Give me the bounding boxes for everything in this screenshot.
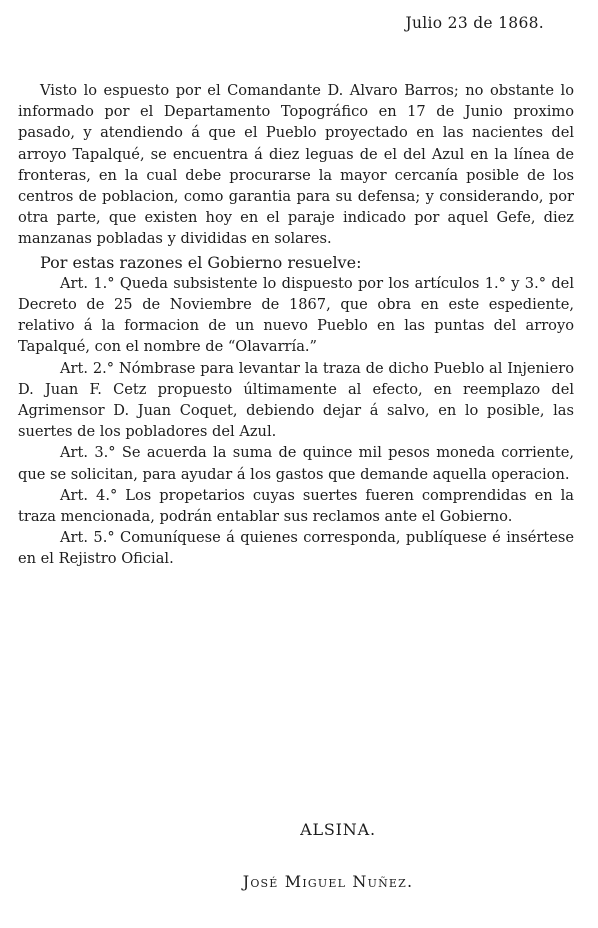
article-5 (18, 527, 574, 569)
article-4 (18, 485, 574, 527)
article-text: Los propetarios cuyas suertes fueren comprendidas en la traza mencionada, podrán entablar sus reclamos ante el Gobierno. (18, 486, 574, 526)
article-label: Art. 4.° (60, 486, 118, 504)
document-date: Julio 23 de 1868. (405, 14, 544, 32)
article-label: Art. 5.° (60, 529, 115, 547)
article-label: Art. 2.° (60, 359, 115, 377)
article-text: Se acuerda la suma de quince mil pesos moneda corriente, que se solicitan, para ayudar á los gastos que demande aquella operacion. (18, 444, 574, 483)
article-label: Art. 1.° (60, 274, 115, 292)
signature-alsina: ALSINA. (300, 820, 376, 839)
document-body (18, 80, 574, 570)
article-3 (18, 442, 574, 484)
article-1 (18, 273, 574, 358)
article-label: Art. 3.° (60, 444, 116, 462)
article-text: Nómbrase para levantar la traza de dicho Pueblo al Injeniero D. Juan F. Cetz propuesto últimamente al efecto, en reemplazo del Agrimensor D. Juan Coquet, debiendo dejar á salvo, en lo posible, las suertes de los pobladores del Azul. (18, 359, 574, 441)
article-text: Comuníquese á quienes corresponda, publíquese é insértese en el Rejistro Oficial. (18, 529, 574, 568)
resolution-heading: Por estas razones el Gobierno resuelve: (40, 252, 362, 272)
article-2 (18, 358, 574, 443)
intro-paragraph: Visto lo espuesto por el Comandante D. Alvaro Barros; no obstante lo informado por el Departamento Topográfico en 17 de Junio proximo pasado, y atendiendo á que el Pueblo proyectado en las nacientes del arroyo Tapalqué, se encuentra á diez leguas de el del Azul en la línea de fronteras, en la cual debe procurarse la mayor cercanía posible de los centros de poblacion, como garantia para su defensa; y considerando, por otra parte, que existen hoy en el paraje indicado por aquel Gefe, diez manzanas pobladas y divididas en solares. (18, 82, 574, 248)
article-text: Queda subsistente lo dispuesto por los artículos 1.° y 3.° del Decreto de 25 de Noviembre de 1867, que obra en este espediente, relativo á la formacion de un nuevo Pueblo en las puntas del arroyo Tapalqué, con el nombre de “Olavarría.” (18, 274, 574, 356)
signature-nunez: José Miguel Nuñez. (242, 872, 414, 891)
